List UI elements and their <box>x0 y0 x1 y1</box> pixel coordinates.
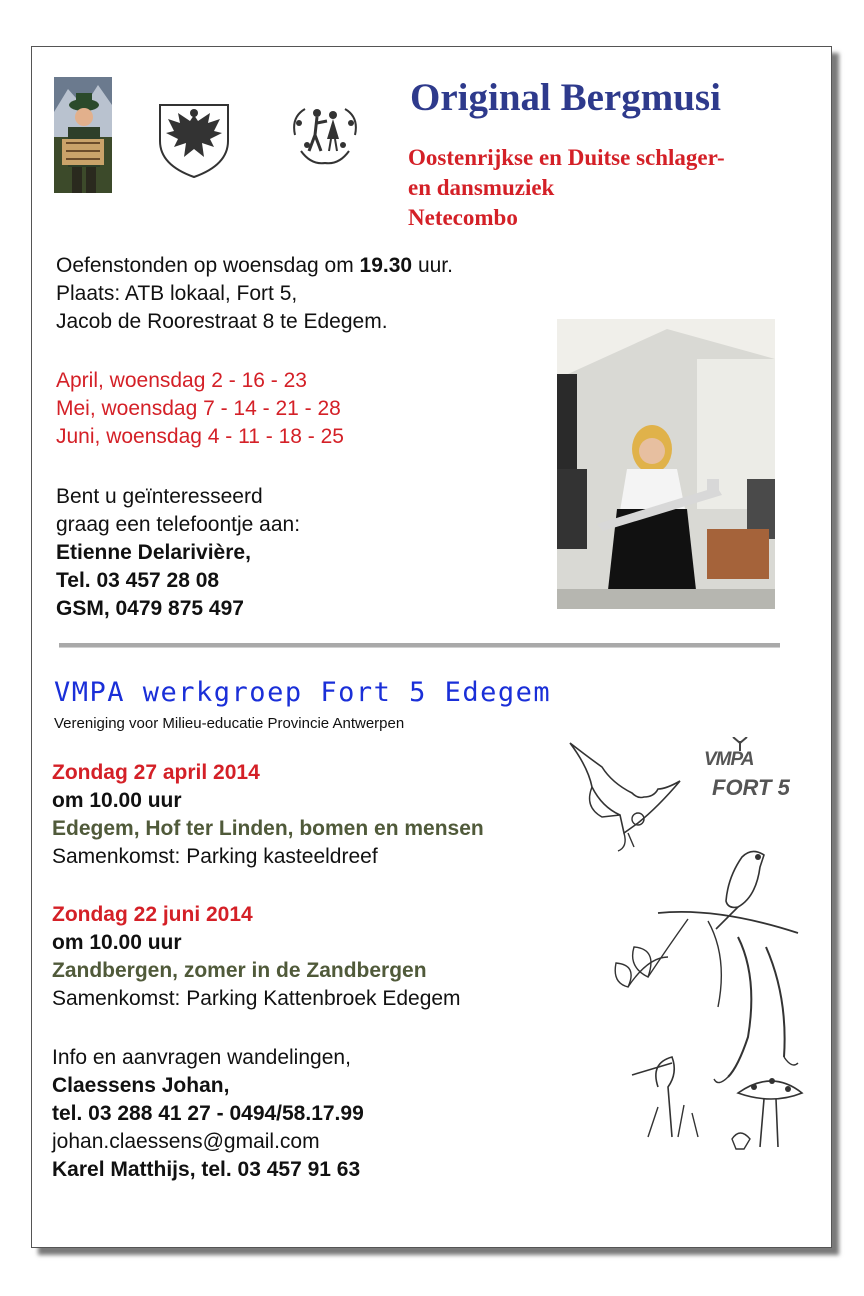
contact-gsm: GSM, 0479 875 497 <box>56 597 244 620</box>
contact-intro: graag een telefoontje aan: <box>56 513 301 536</box>
event-date: Zondag 22 juni 2014 <box>52 903 253 926</box>
practice-line-address: Jacob de Roorestraat 8 te Edegem. <box>56 310 388 333</box>
event-place: Zandbergen, zomer in de Zandbergen <box>52 959 427 982</box>
info-block <box>52 1044 364 1184</box>
flyer-page <box>31 46 832 1248</box>
schedule-item: Mei, woensdag 7 - 14 - 21 - 28 <box>56 397 341 420</box>
event-time: om 10.00 uur <box>52 789 182 812</box>
info-tel: tel. 03 288 41 27 - 0494/58.17.99 <box>52 1102 364 1125</box>
practice-line-place: Plaats: ATB lokaal, Fort 5, <box>56 282 298 305</box>
fort5-logo-text: FORT 5 <box>712 775 790 800</box>
dancing-couple-emblem-icon <box>287 95 363 171</box>
practice-time: 19.30 <box>359 254 413 277</box>
schedule-list <box>56 367 344 451</box>
accordion-player-photo <box>54 77 112 193</box>
subtitle-line: Oostenrijkse en Duitse schlager- <box>408 145 725 170</box>
event-date: Zondag 27 april 2014 <box>52 761 260 784</box>
vmpa-logo-text: VMPA <box>704 749 754 770</box>
vmpa-subtitle: Vereniging voor Milieu-educatie Provincie Antwerpen <box>54 715 405 732</box>
page-title: Original Bergmusi <box>410 76 721 119</box>
vmpa-title: VMPA werkgroep Fort 5 Edegem <box>54 677 552 708</box>
event-meet: Samenkomst: Parking kasteeldreef <box>52 845 378 868</box>
event-place: Edegem, Hof ter Linden, bomen en mensen <box>52 817 484 840</box>
contact-name: Etienne Delarivière, <box>56 541 251 564</box>
info-karel: Karel Matthijs, tel. 03 457 91 63 <box>52 1158 361 1181</box>
contact-intro: Bent u geïnteresseerd <box>56 485 263 508</box>
practice-time-prefix: Oefenstonden op woensdag om <box>56 254 360 277</box>
subtitle-line: Netecombo <box>408 205 518 230</box>
subtitle-line: en dansmuziek <box>408 175 555 200</box>
schedule-item: April, woensdag 2 - 16 - 23 <box>56 369 307 392</box>
schedule-item: Juni, woensdag 4 - 11 - 18 - 25 <box>56 425 344 448</box>
practice-line-time <box>56 252 453 280</box>
nature-drawing <box>588 837 808 1157</box>
subtitle <box>408 143 725 233</box>
event-time: om 10.00 uur <box>52 931 182 954</box>
practice-info <box>56 252 453 336</box>
contact-info <box>56 483 300 623</box>
event-meet: Samenkomst: Parking Kattenbroek Edegem <box>52 987 461 1010</box>
contact-tel: Tel. 03 457 28 08 <box>56 569 220 592</box>
eagle-coat-of-arms-icon <box>156 99 232 179</box>
event-2 <box>52 901 461 1013</box>
info-name: Claessens Johan, <box>52 1074 230 1097</box>
info-intro: Info en aanvragen wandelingen, <box>52 1046 351 1069</box>
event-1 <box>52 759 484 871</box>
practice-time-suffix: uur. <box>412 254 453 277</box>
info-email: johan.claessens@gmail.com <box>52 1130 320 1153</box>
vmpa-logo <box>704 737 814 807</box>
section-divider <box>59 643 780 648</box>
bass-player-photo <box>557 319 775 609</box>
